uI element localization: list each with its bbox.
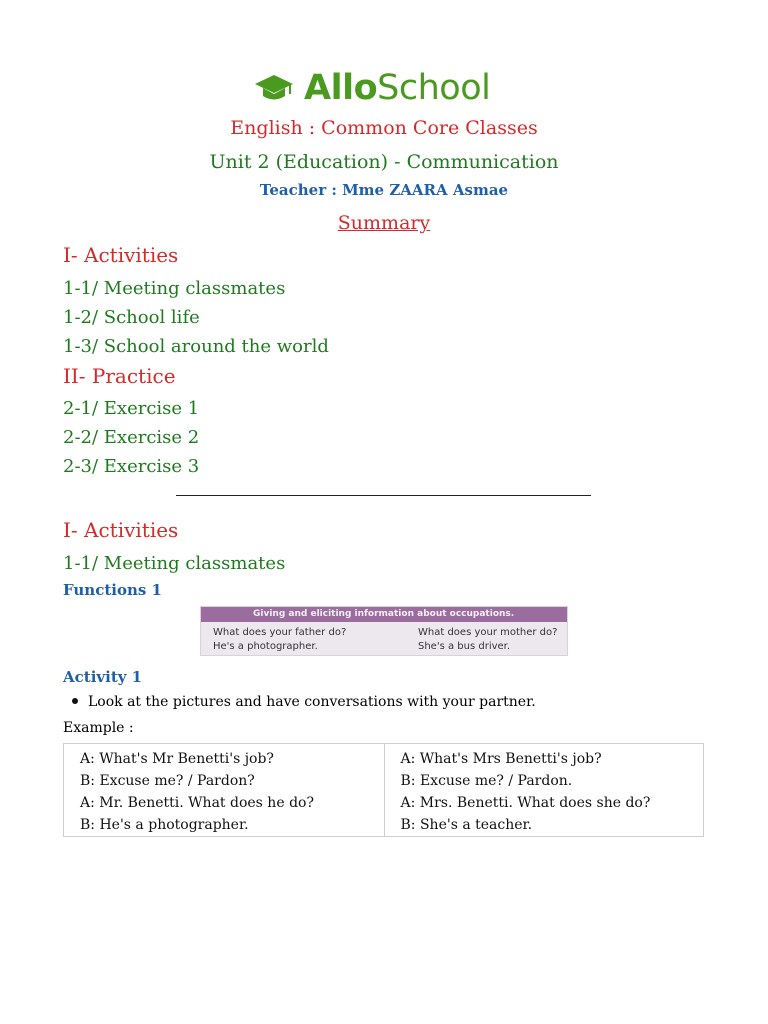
functions-heading: Functions 1: [63, 581, 162, 599]
section-heading-activities: I- Activities: [63, 518, 179, 542]
example-label: Example :: [63, 720, 134, 736]
conversation-line: B: He's a photographer.: [80, 817, 249, 833]
functions-answer-father: He's a photographer.: [213, 641, 318, 652]
summary-heading: Summary: [337, 212, 431, 234]
functions-image-title: Giving and eliciting information about occupations.: [201, 607, 567, 622]
activity-heading: Activity 1: [63, 668, 143, 686]
conversation-line: B: She's a teacher.: [400, 817, 533, 833]
summary-item: 1-2/ School life: [63, 307, 200, 328]
summary-item: 1-1/ Meeting classmates: [63, 278, 286, 299]
summary-item: 2-1/ Exercise 1: [63, 398, 200, 419]
summary-item: 2-2/ Exercise 2: [63, 427, 200, 448]
conversation-line: A: Mrs. Benetti. What does she do?: [400, 795, 651, 811]
logo-text-regular: School: [377, 68, 491, 108]
summary-section-activities: I- Activities: [63, 243, 179, 267]
instruction-bullet: [72, 694, 536, 710]
summary-item: 1-3/ School around the world: [63, 336, 329, 357]
instruction-text: Look at the pictures and have conversations with your partner.: [88, 694, 536, 710]
section-divider: [176, 495, 591, 496]
functions-image: [200, 606, 568, 656]
conversation-line: A: What's Mr Benetti's job?: [80, 751, 274, 767]
functions-answer-mother: She's a bus driver.: [418, 641, 511, 652]
conversation-table: [63, 743, 704, 837]
conversation-line: B: Excuse me? / Pardon.: [400, 773, 573, 789]
bullet-icon: [72, 698, 78, 704]
alloschool-logo[interactable]: [254, 66, 490, 110]
summary-section-practice: II- Practice: [63, 364, 176, 388]
functions-question-mother: What does your mother do?: [418, 627, 558, 638]
conversation-right: [384, 744, 704, 836]
conversation-line: A: What's Mrs Benetti's job?: [400, 751, 602, 767]
logo-text-bold: Allo: [304, 68, 378, 108]
conversation-line: A: Mr. Benetti. What does he do?: [80, 795, 314, 811]
functions-question-father: What does your father do?: [213, 627, 347, 638]
teacher-name: Teacher : Mme ZAARA Asmae: [259, 181, 509, 199]
course-title: English : Common Core Classes: [230, 117, 538, 139]
graduation-cap-icon: [254, 73, 294, 103]
conversation-line: B: Excuse me? / Pardon?: [80, 773, 255, 789]
conversation-left: [64, 744, 384, 836]
summary-item: 2-3/ Exercise 3: [63, 456, 200, 477]
subsection-heading: 1-1/ Meeting classmates: [63, 553, 286, 574]
unit-title: Unit 2 (Education) - Communication: [209, 151, 559, 173]
